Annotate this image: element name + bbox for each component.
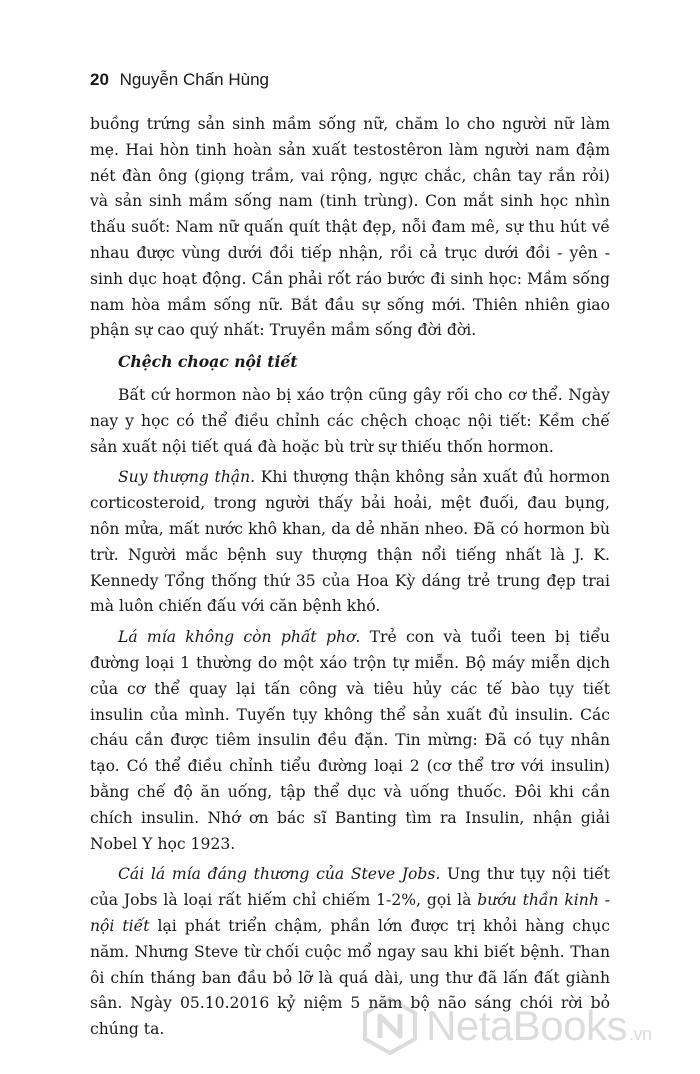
watermark-name: NetaBooks	[426, 1002, 627, 1049]
author-name: Nguyễn Chấn Hùng	[119, 70, 269, 89]
paragraph-5-body-a: Ung thư tụy nội tiết của Jobs là loại rất hiếm chỉ chiếm 1-2%, gọi là	[90, 865, 610, 910]
paragraph-5-lead: Cái lá mía đáng thương của Steve Jobs.	[118, 865, 441, 884]
body-text	[90, 112, 610, 1048]
watermark-text	[426, 1002, 651, 1050]
paragraph-4	[90, 625, 610, 857]
watermark-suffix: .vn	[628, 1024, 652, 1044]
paragraph-5-emphasis: bướu thần kinh - nội tiết	[90, 891, 610, 935]
paragraph-4-lead: Lá mía không còn phất phơ.	[118, 628, 361, 647]
paragraph-5-body-b: lại phát triển chậm, phần lớn được trị khỏi hàng chục năm. Nhưng Steve từ chối cuộc mổ ngay sau khi biết bệnh. Than ôi chín tháng ban đầu bỏ lỡ là quá dài, ung thư đã lấn đất giành sân. Ngày 05.10.2016 kỷ niệm 5 năm bộ não sáng chói rời bỏ chúng ta.	[90, 916, 610, 1039]
netabooks-logo-icon	[360, 996, 420, 1056]
paragraph-1: buồng trứng sản sinh mầm sống nữ, chăm lo cho người nữ làm mẹ. Hai hòn tinh hoàn sản xuất testostêron làm người nam đậm nét đàn ông (giọng trầm, vai rộng, ngực chắc, chân tay rắn rỏi) và sản sinh mầm sống nam (tinh trùng). Con mắt sinh học nhìn thấu suốt: Nam nữ quấn quít thật đẹp, nỗi đam mê, sự thu hút về nhau được vùng dưới đồi tiếp nhận, rồi cả trục dưới đồi - yên - sinh dục hoạt động. Cần phải rốt ráo bước đi sinh học: Mầm sống nam hòa mầm sống nữ. Bắt đầu sự sống mới. Thiên nhiên giao phận sự cao quý nhất: Truyền mầm sống đời đời.	[90, 115, 610, 340]
paragraph-2: Bất cứ hormon nào bị xáo trộn cũng gây rối cho cơ thể. Ngày nay y học có thể điều chỉnh các chệch choạc nội tiết: Kềm chế sản xuất nội tiết quá đà hoặc bù trừ sự thiếu thốn hormon.	[90, 385, 610, 456]
paragraph-4-body: Trẻ con và tuổi teen bị tiểu đường loại 1 thường do một xáo trộn tự miễn. Bộ máy miễn dịch của cơ thể quay lại tấn công và tiêu hủy các tế bào tụy tiết insulin của mình. Tuyến tụy không thể sản xuất đủ insulin. Các cháu cần được tiêm insulin đều đặn. Tin mừng: Đã có tụy nhân tạo. Có thể điều chỉnh tiểu đường loại 2 (cơ thể trơ với insulin) bằng chế độ ăn uống, tập thể dục và uống thuốc. Đôi khi cần chích insulin. Nhớ ơn bác sĩ Banting tìm ra Insulin, nhận giải Nobel Y học 1923.	[90, 628, 611, 853]
section-heading: Chệch choạc nội tiết	[118, 352, 298, 372]
netabooks-watermark	[360, 996, 651, 1056]
paragraph-3-lead: Suy thượng thận.	[118, 468, 256, 487]
paragraph-3	[90, 465, 610, 620]
running-header	[90, 70, 269, 90]
paragraph-3-body: Khi thượng thận không sản xuất đủ hormon corticosteroid, trong người thấy bải hoải, mệt đuối, đau bụng, nôn mửa, mất nước khô khan, da dẻ nhăn nheo. Đã có hormon bù trừ. Người mắc bệnh suy thượng thận nổi tiếng nhất là J. K. Kennedy Tổng thống thứ 35 của Hoa Kỳ dáng trẻ trung đẹp trai mà luôn chiến đấu với căn bệnh khó.	[90, 468, 610, 616]
page-number: 20	[90, 70, 109, 89]
